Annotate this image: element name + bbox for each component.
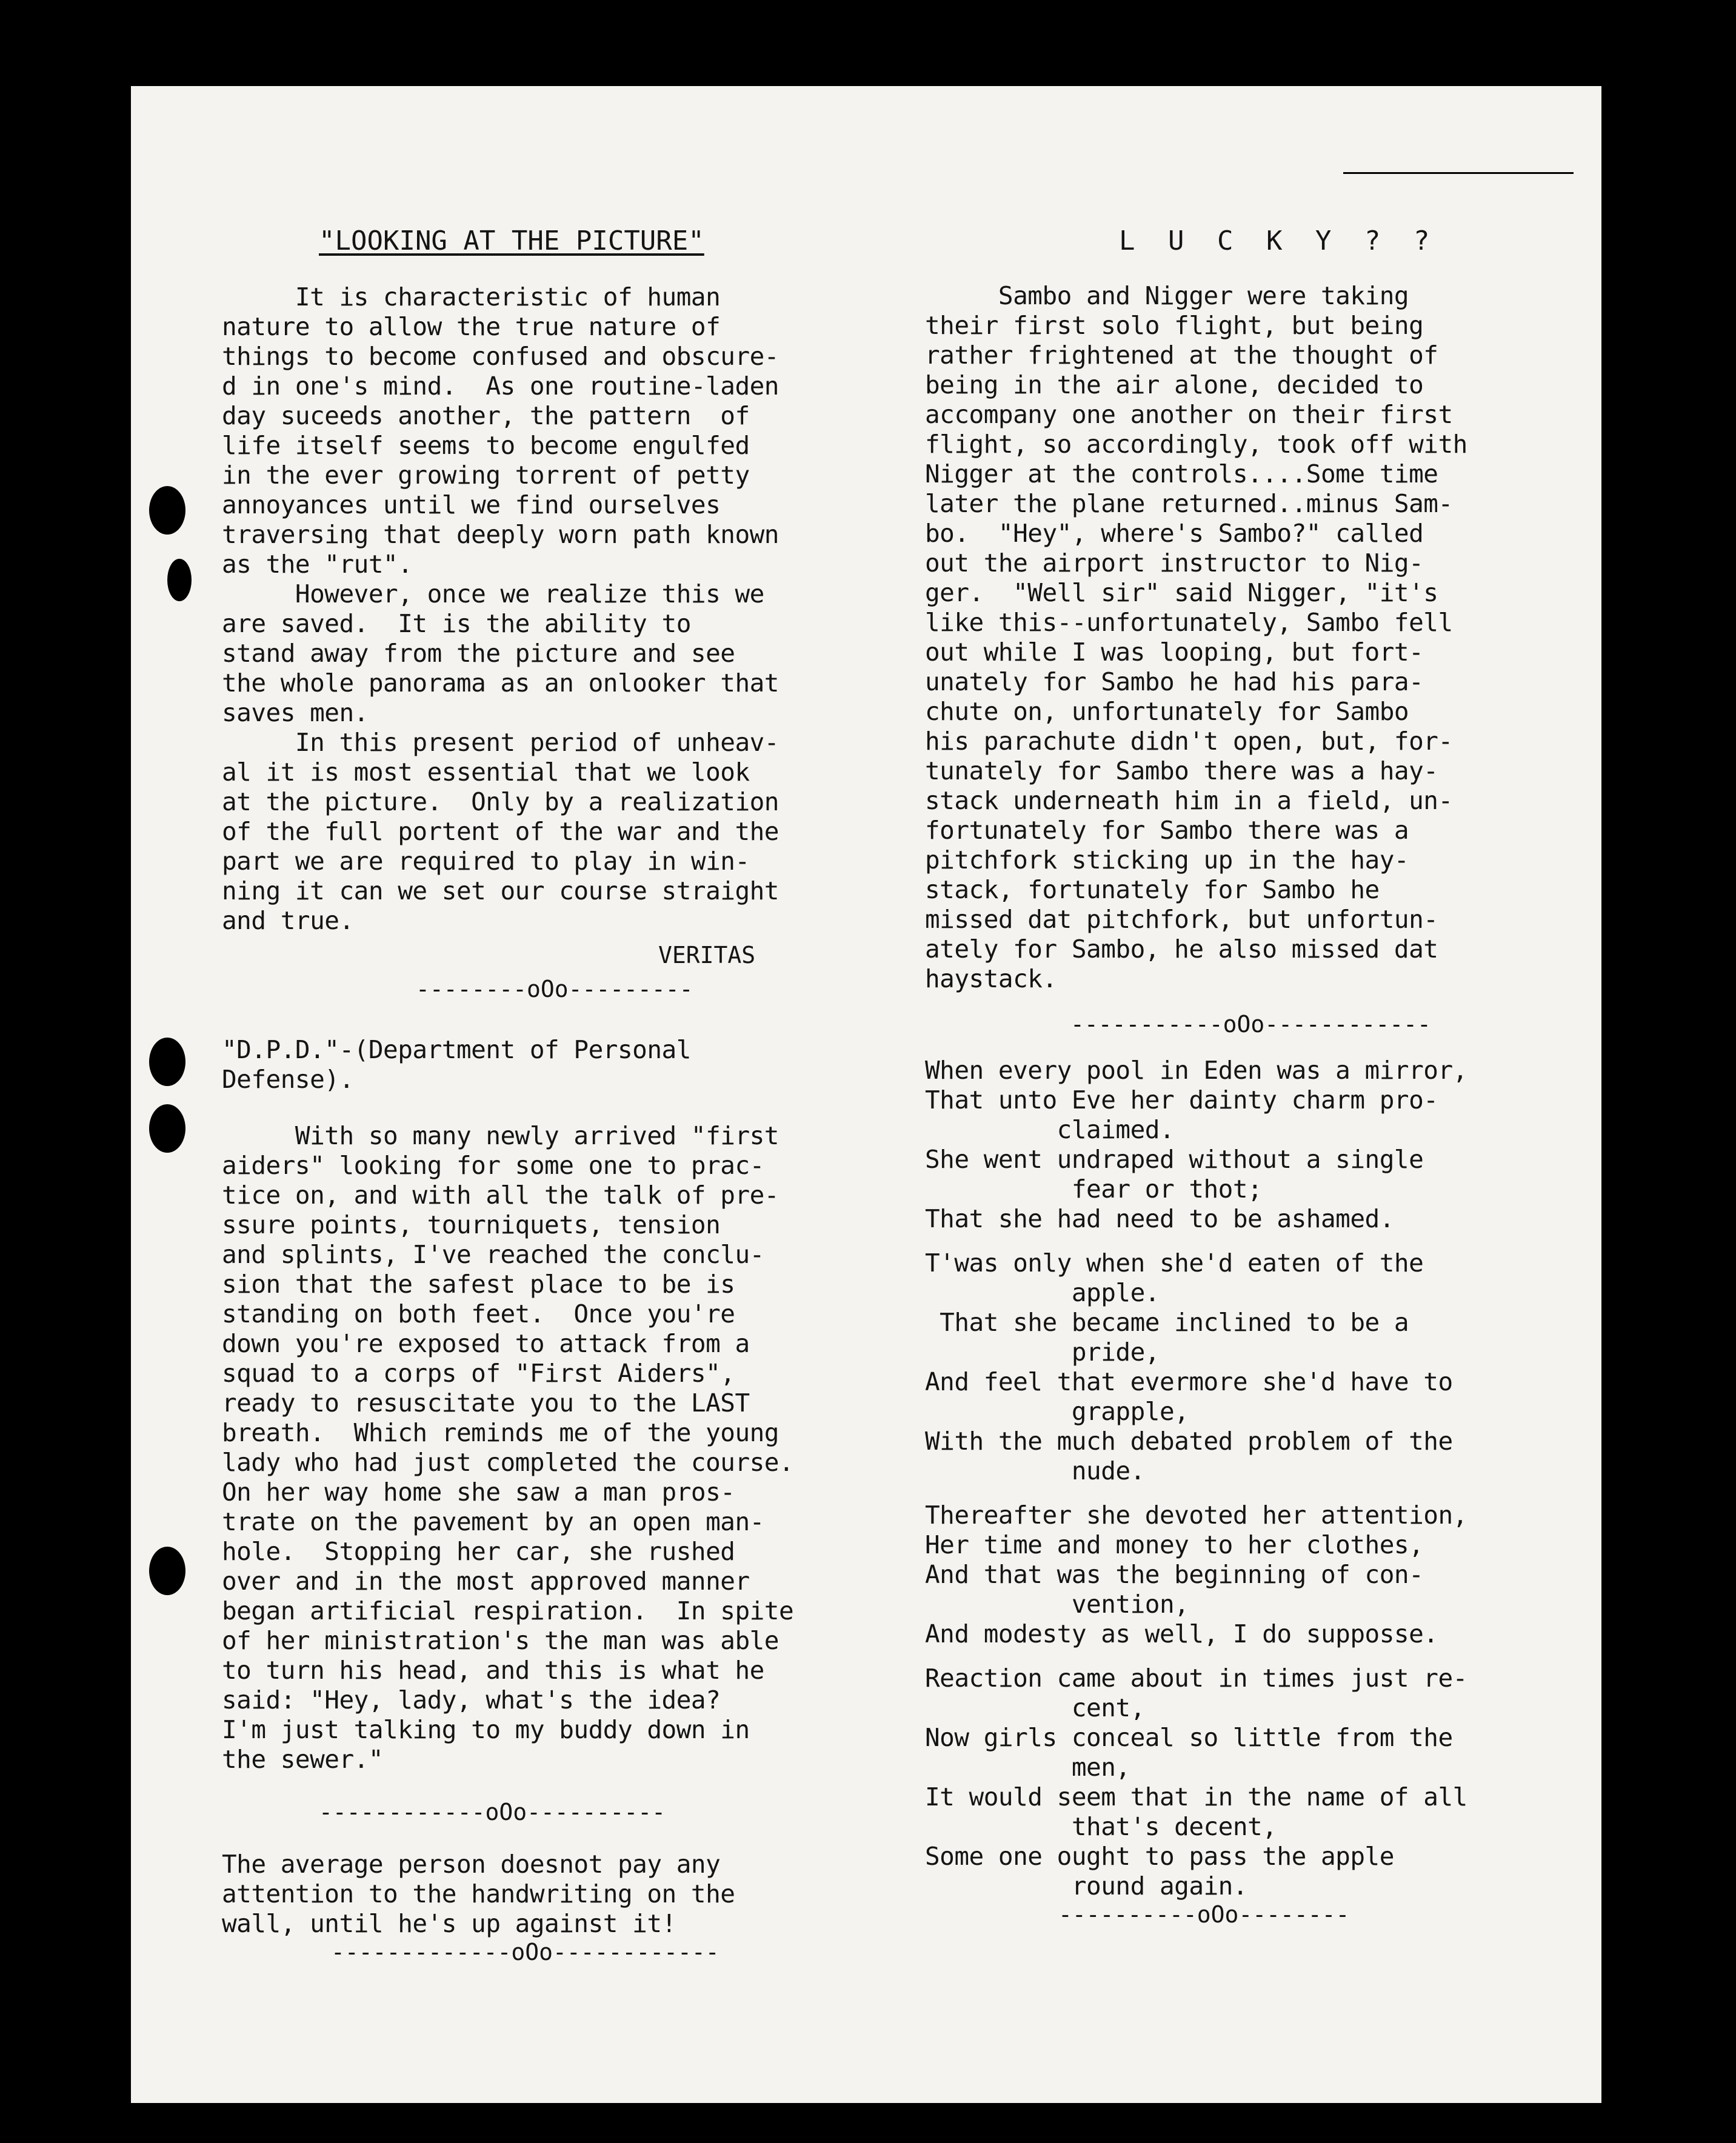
typed-page [131,86,1601,2103]
paragraph: The average person doesnot pay any attention to the handwriting on the wall, until he's up against it! [222,1850,735,1938]
edge-mark [1343,172,1574,174]
right-column [925,225,1592,1946]
poem-stanza: And modesty as well, I do supposse. [925,1619,1438,1648]
poem-stanza: With the much debated problem of the nude. [925,1427,1453,1485]
poem-stanza: And feel that evermore she'd have to grapple, [925,1367,1453,1426]
punch-hole [149,1104,185,1153]
article-title: "LOOKING AT THE PICTURE" [319,225,704,256]
poem [925,1056,1592,1901]
signature: VERITAS [658,942,756,968]
section-heading: "D.P.D."-(Department of Personal Defense). [222,1035,691,1094]
poem-stanza: T'was only when she'd eaten of the apple. [925,1248,1424,1307]
punch-hole [149,1038,185,1086]
punch-hole [149,486,185,535]
separator: --------oOo--------- [416,976,693,1002]
poem-stanza: That she had need to be ashamed. [925,1204,1394,1233]
poem-stanza: Now girls conceal so little from the men, [925,1723,1453,1782]
poem-stanza: Thereafter she devoted her attention, Her time and money to her clothes, And that was the beginning of con- vention, [925,1501,1467,1619]
poem-stanza: That she became inclined to be a pride, [940,1308,1409,1367]
paragraph: It is characteristic of human nature to allow the true nature of things to become confused and obscure- d in one's mind. As one routine-laden day suceeds another, the pattern of life itself seems to become engulfed in the ever growing torrent of petty annoyances until we find ourselves traversing that deeply worn path known as the "rut". [222,282,779,579]
separator: -------------oOo------------ [331,1939,719,1965]
poem-stanza: Reaction came about in times just re- cent, [925,1664,1467,1722]
poem-stanza: Some one ought to pass the apple round again. [925,1842,1394,1901]
separator: -----------oOo------------ [1070,1011,1431,1038]
paragraph: In this present period of unheav- al it is most essential that we look at the picture. Only by a realization of the full portent of the war and the part we are required to play in win- ning it can we set our course straight and true. [222,728,779,935]
poem-stanza: When every pool in Eden was a mirror, That unto Eve her dainty charm pro- claimed. [925,1056,1467,1144]
article-title: L U C K Y ? ? [1119,225,1438,256]
left-column [222,225,864,1971]
poem-stanza: It would seem that in the name of all that's decent, [925,1782,1467,1841]
paragraph: With so many newly arrived "first aiders" looking for some one to prac- tice on, and with all the talk of pre- ssure points, tourniquets, tension and splints, I've reached the conclu- sion that the safest place to be is standing on both feet. Once you're down you're exposed to attack from a squad to a corps of "First Aiders", ready to resuscitate you to the LAST breath. Which reminds me of the young lady who had just completed the course. On her way home she saw a man pros- trate on the pavement by an open man- hole. Stopping her car, she rushed over and in the most approved manner began artificial respiration. In spite of her ministration's the man was able to turn his head, and this is what he said: "Hey, lady, what's the idea? I'm just talking to my buddy down in the sewer." [222,1121,794,1774]
punch-hole [149,1547,185,1595]
separator: ----------oOo-------- [1058,1901,1350,1928]
punch-hole [167,559,192,601]
poem-stanza: She went undraped without a single fear or thot; [925,1145,1424,1204]
paragraph: However, once we realize this we are saved. It is the ability to stand away from the picture and see the whole panorama as an onlooker that saves men. [222,579,779,727]
separator: ------------oOo---------- [319,1799,666,1825]
paragraph: Sambo and Nigger were taking their first solo flight, but being rather frightened at the thought of being in the air alone, decided to accompany one another on their first flight, so accordingly, took off with Nigger at the controls....Some time later the plane returned..minus Sam- bo. "Hey", where's Sambo?" called out the airport instructor to Nig- ger. "Well sir" said Nigger, "it's like this--unfortunately, Sambo fell out while I was looping, but fort- unately for Sambo he had his para- chute on, unfortunately for Sambo his parachute didn't open, but, for- tunately for Sambo there was a hay- stack underneath him in a field, un- fortunately for Sambo there was a pitchfork sticking up in the hay- stack, fortunately for Sambo he missed dat pitchfork, but unfortun- ately for Sambo, he also missed dat haystack. [925,281,1467,993]
